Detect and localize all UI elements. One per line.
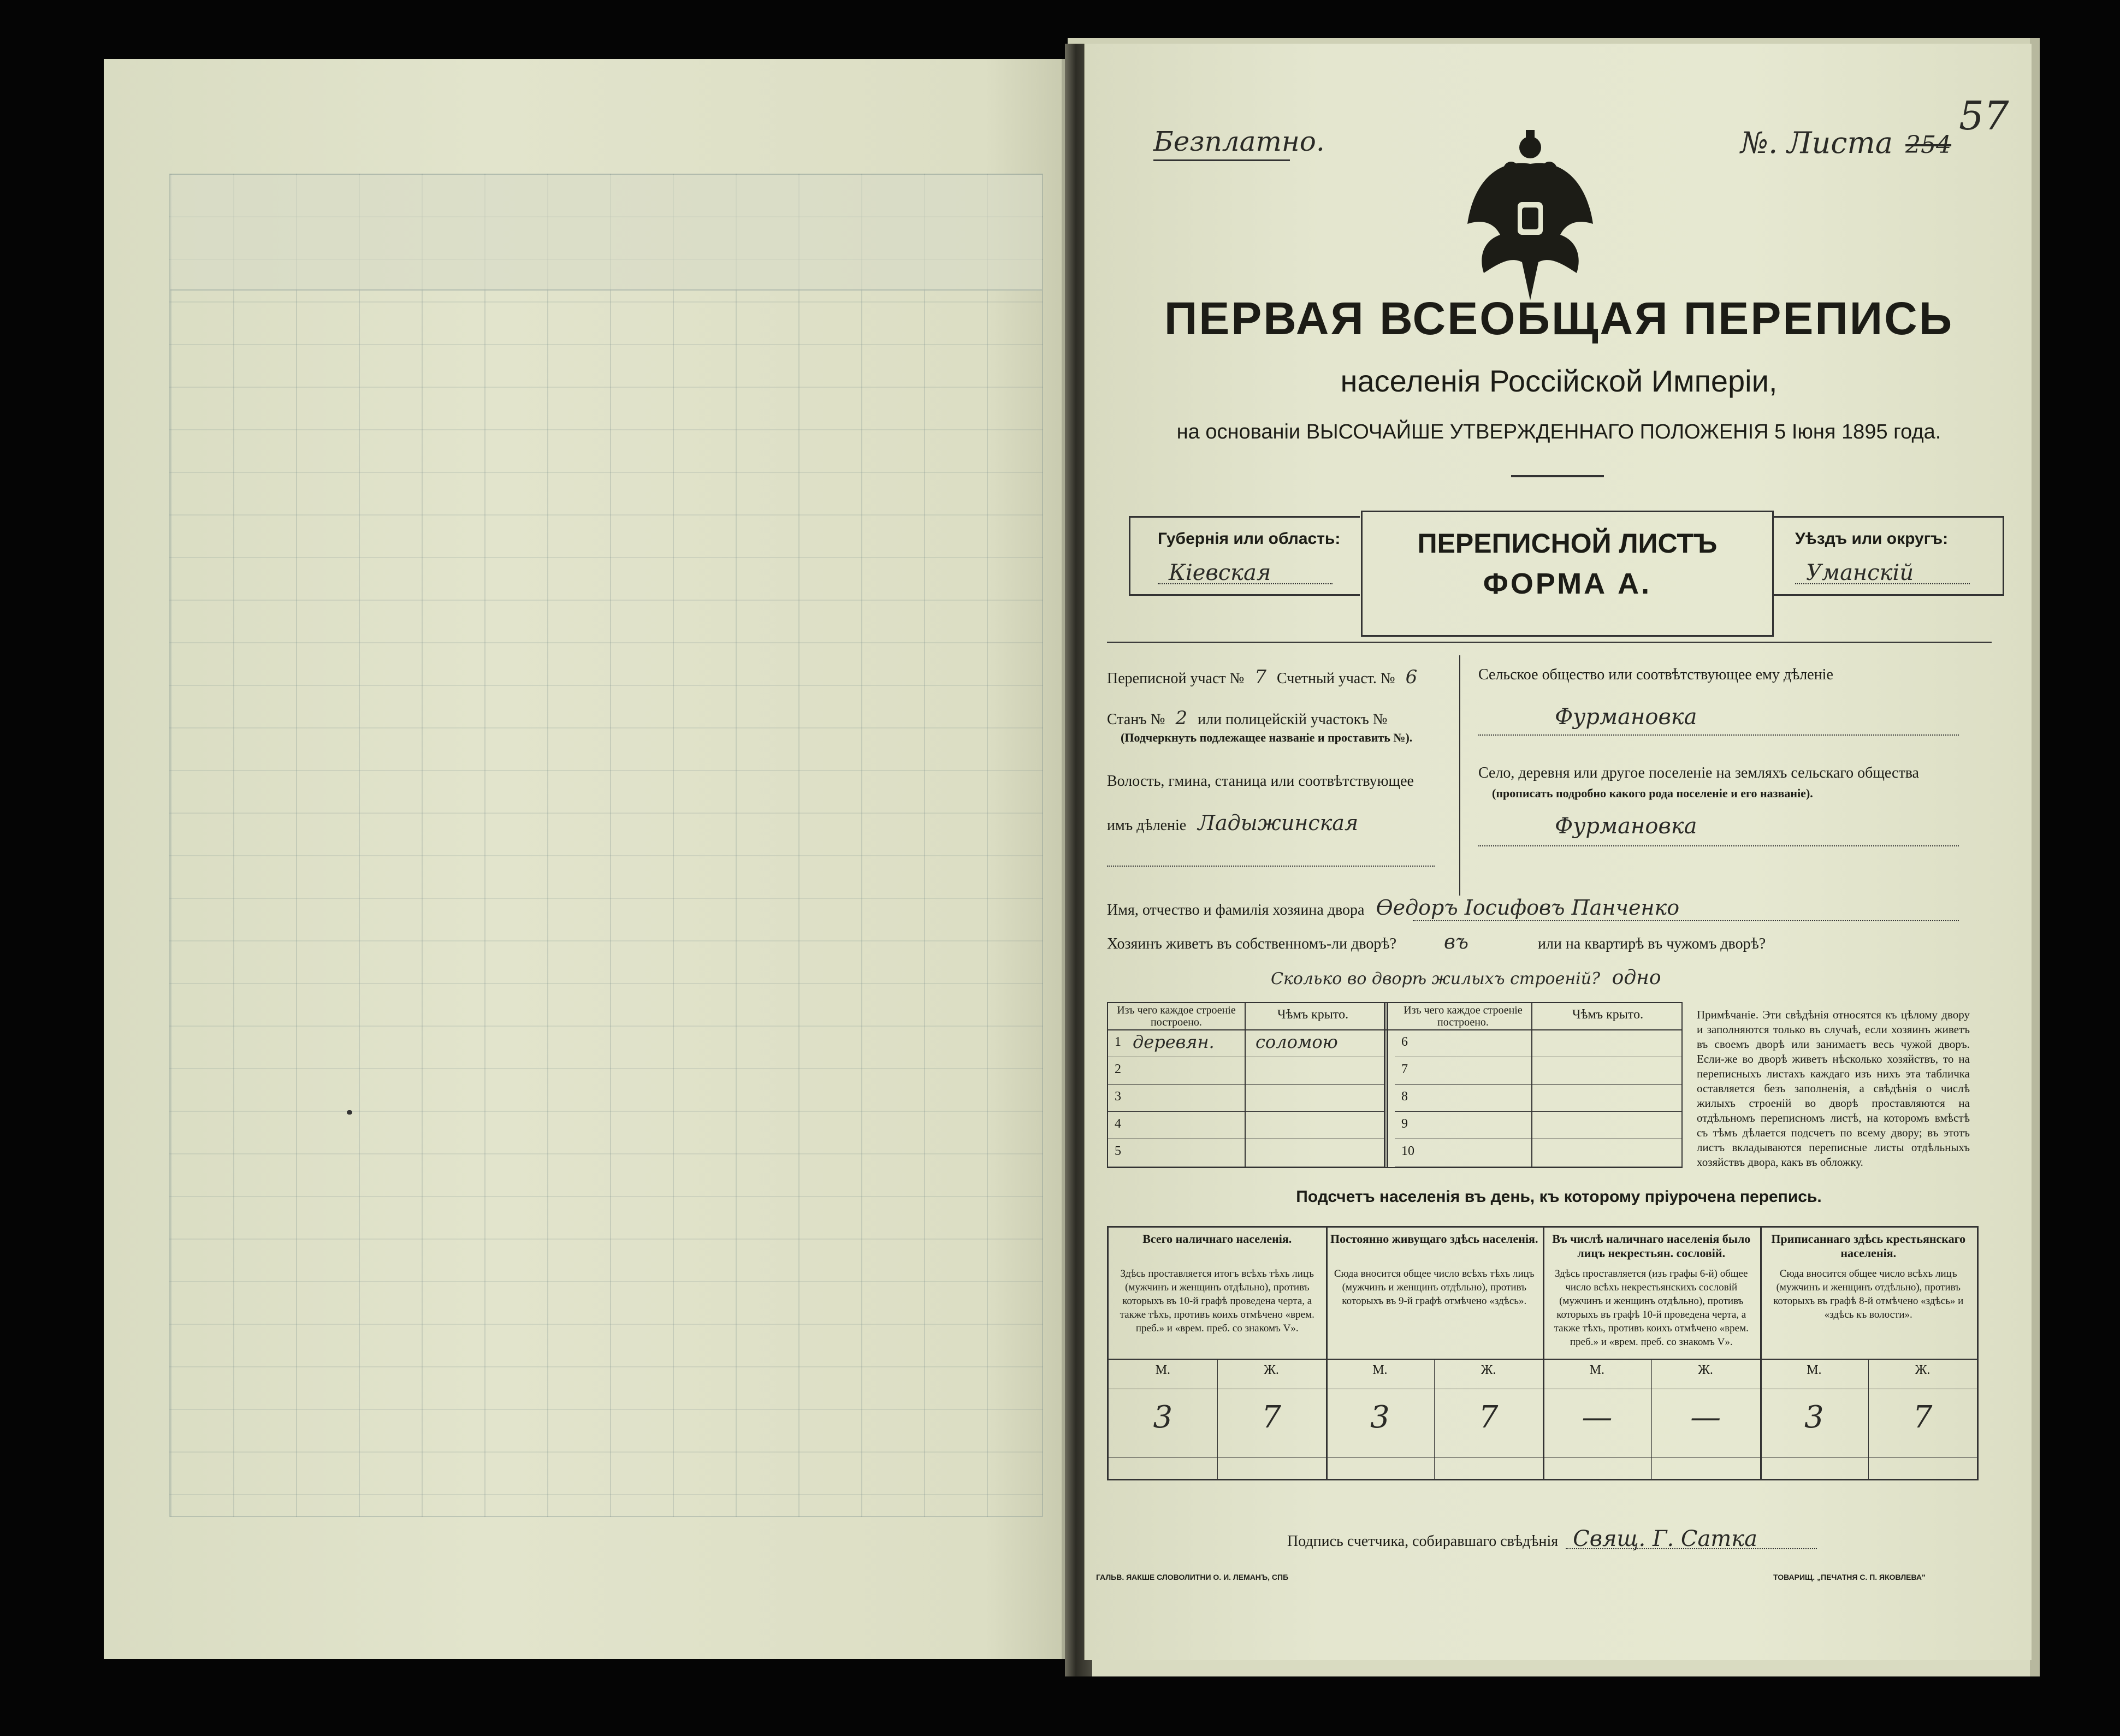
buildings-row-rule: [1108, 1111, 1384, 1112]
male-count: 3: [1153, 1400, 1173, 1435]
sheet-title: ПЕРЕПИСНОЙ ЛИСТЪ: [1417, 528, 1718, 559]
owner-line: [1413, 920, 1959, 921]
buildings-value: одно: [1612, 967, 1661, 989]
volost-label-2: имъ дѣленіе: [1107, 817, 1187, 834]
buildings-row-roof: соломою: [1256, 1032, 1338, 1052]
buildings-row-number: 1: [1115, 1035, 1121, 1049]
male-count: 3: [1370, 1400, 1390, 1435]
male-count: 3: [1804, 1400, 1824, 1435]
male-label: М.: [1589, 1363, 1605, 1377]
buildings-row-number: 10: [1401, 1144, 1414, 1158]
buildings-center-sep: [1384, 1003, 1388, 1167]
population-col-sep: [1760, 1228, 1762, 1479]
buildings-row-number: 9: [1401, 1117, 1408, 1131]
buildings-row-number: 6: [1401, 1035, 1408, 1049]
buildings-row-rule: [1108, 1084, 1384, 1085]
male-label: М.: [1372, 1363, 1388, 1377]
bleed-through-header: [170, 175, 1042, 291]
male-label: М.: [1155, 1363, 1171, 1377]
female-label: Ж.: [1915, 1363, 1930, 1377]
form-title-box: [1361, 511, 1774, 637]
census-title: ПЕРВАЯ ВСЕОБЩАЯ ПЕРЕПИСЬ: [1164, 293, 1954, 344]
female-count: —: [1690, 1400, 1721, 1435]
buildings-col-sep-2: [1531, 1003, 1532, 1167]
buildings-table: [1107, 1002, 1683, 1168]
buildings-header-rule: [1108, 1029, 1681, 1030]
district-box: [1773, 516, 2004, 596]
fields-divider: [1459, 655, 1460, 896]
population-col-sep: [1326, 1228, 1328, 1479]
volost-label-1: Волость, гмина, станица или соотвѣтствующее: [1107, 773, 1414, 790]
census-form-page: [1084, 44, 2032, 1660]
counting-district-label: Счетный участ. №: [1276, 670, 1395, 687]
left-page: [104, 59, 1065, 1659]
form-label: ФОРМА А.: [1483, 567, 1652, 600]
imperial-eagle-emblem: [1462, 126, 1598, 306]
female-label: Ж.: [1264, 1363, 1279, 1377]
free-label: Безплатно.: [1153, 126, 1325, 157]
buildings-row-number: 3: [1115, 1089, 1121, 1104]
population-mf-sep: [1434, 1359, 1435, 1479]
population-mf-sep: [1868, 1359, 1869, 1479]
female-label: Ж.: [1698, 1363, 1713, 1377]
counting-district-value: 6: [1405, 666, 1418, 688]
owner-value: Ѳедоръ Іосифовъ Панченко: [1376, 896, 1680, 920]
province-underline: [1158, 583, 1333, 584]
settlement-label: Село, деревня или другое поселеніе на земляхъ сельскаго общества: [1478, 765, 1919, 781]
census-district-value: 7: [1254, 666, 1266, 688]
population-col-desc: Сюда вносится общее число всѣхъ тѣхъ лицъ (мужчинъ и женщинъ отдѣльно), противъ которыхъ въ 9-й графѣ отмѣчено «здѣсь».: [1334, 1268, 1535, 1307]
buildings-col-sep-1: [1245, 1003, 1246, 1167]
census-district-label: Переписной участ №: [1107, 670, 1245, 687]
signature-line: [1566, 1548, 1817, 1549]
population-col-title: Въ числѣ наличнаго населенія было лицъ некрестьян. сословій.: [1552, 1232, 1751, 1260]
buildings-field: [1271, 967, 1661, 989]
sheet-number-label: [1740, 126, 1951, 160]
male-count: —: [1582, 1400, 1613, 1435]
stan-value: 2: [1175, 707, 1188, 729]
population-mf-sep: [1651, 1359, 1652, 1479]
ink-speck: [347, 1110, 352, 1115]
printer-left: ГАЛЬВ. ЯАКШЕ СЛОВОЛИТНИ О. И. ЛЕМАНЪ, СПБ: [1096, 1573, 1289, 1581]
population-col-sep: [1543, 1228, 1544, 1479]
population-col-desc: Здѣсь проставляется итогъ всѣхъ тѣхъ лицъ (мужчинъ и женщинъ отдѣльно), противъ которыхъ въ 10-й графѣ проведена черта, а также тѣхъ, противъ коихъ отмѣчено «врем. преб.» и «врем. преб. со знакомъ V».: [1120, 1268, 1314, 1334]
population-mf-sep: [1217, 1359, 1218, 1479]
buildings-row-built: деревян.: [1133, 1032, 1215, 1052]
district-underline: [1795, 583, 1970, 584]
signature-value: Свящ. Г. Сатка: [1573, 1526, 1758, 1551]
buildings-col-built-right: Изъ чего каждое строеніе построено.: [1404, 1004, 1523, 1028]
volost-extra-line: [1107, 866, 1435, 867]
village-society-line: [1478, 734, 1959, 736]
male-label: М.: [1807, 1363, 1822, 1377]
volost-value: Ладыжинская: [1198, 811, 1359, 835]
population-col-title: Постоянно живущаго здѣсь населенія.: [1330, 1232, 1538, 1246]
settlement-value: Фурмановка: [1555, 814, 1697, 839]
province-value: Кіевская: [1169, 560, 1271, 585]
bleed-through-table: [169, 174, 1043, 1517]
buildings-label: Сколько во дворѣ жилыхъ строеній?: [1271, 969, 1601, 988]
police-label: или полицейскій участокъ №: [1198, 711, 1388, 728]
census-subtitle: населенія Россійской Имперіи,: [1340, 364, 1778, 398]
signature-label: Подпись счетчика, собиравшаго свѣдѣнія: [1287, 1533, 1559, 1550]
settlement-line: [1478, 845, 1959, 846]
stan-label: Станъ №: [1107, 711, 1165, 728]
printer-right: ТОВАРИЩ. „ПЕЧАТНЯ С. П. ЯКОВЛЕВА": [1773, 1573, 1926, 1581]
female-count: 7: [1912, 1400, 1933, 1435]
population-col-desc: Здѣсь проставляется (изъ графы 6-й) общее число всѣхъ некрестьянскихъ сословій (мужчинъ и женщинъ отдѣльно), противъ которыхъ въ графѣ 10-й проведена черта, а также тѣхъ, противъ коихъ отмѣчено «врем. преб.» и «врем. преб. со знакомъ V».: [1554, 1268, 1749, 1348]
form-header-box: [1129, 511, 2003, 636]
buildings-col-built-left: Изъ чего каждое строеніе построено.: [1117, 1004, 1236, 1028]
census-district-field: [1107, 666, 1417, 688]
stan-field: [1107, 707, 1387, 729]
rented-label: или на квартирѣ въ чужомъ дворѣ?: [1537, 935, 1766, 952]
province-label: Губернія или область:: [1158, 530, 1341, 548]
female-label: Ж.: [1481, 1363, 1496, 1377]
census-basis: на основаніи ВЫСОЧАЙШЕ УТВЕРЖДЕННАГО ПОЛОЖЕНІЯ 5 Іюня 1895 года.: [1176, 420, 1941, 443]
population-col-title: Приписаннаго здѣсь крестьянскаго населенія.: [1771, 1232, 1966, 1260]
sheet-number-value: 254: [1905, 131, 1952, 159]
title-divider: [1511, 475, 1604, 477]
buildings-row-rule: [1395, 1084, 1681, 1085]
village-society-label: Сельское общество или соотвѣтствующее ему дѣленіе: [1478, 666, 1833, 683]
population-heading: Подсчетъ населенія въ день, къ которому пріурочена перепись.: [1296, 1188, 1822, 1206]
population-table: [1107, 1226, 1979, 1480]
village-society-value: Фурмановка: [1555, 704, 1697, 730]
buildings-note: Примѣчаніе. Эти свѣдѣнія относятся къ цѣлому двору и заполняются только въ случаѣ, если хозяинъ живетъ въ своемъ дворѣ или занимаетъ весь чужой дворъ. Если-же во дворѣ живетъ нѣсколько хозяйствъ, то на переписныхъ листахъ каждаго изъ нихъ эта табличка оставляется безъ заполненія, а свѣдѣнія о числѣ жилыхъ строеній во дворѣ проставляются на отдѣльномъ переписномъ листѣ, на которомъ вмѣстѣ съ тѣмъ дѣлается подсчетъ по всему двору; въ этотъ листъ вкладываются переписные листы отдѣльныхъ хозяйствъ двора, какъ въ обложку.: [1697, 1008, 1970, 1169]
buildings-row-number: 7: [1401, 1062, 1408, 1076]
settlement-note: (прописать подробно какого рода поселеніе и его названіе).: [1492, 786, 1813, 800]
female-count: 7: [1262, 1400, 1281, 1435]
female-count: 7: [1478, 1400, 1499, 1435]
owner-label: Имя, отчество и фамилія хозяина двора: [1107, 902, 1365, 919]
owner-field: [1107, 896, 1679, 920]
buildings-col-roof-right: Чѣмъ крыто.: [1572, 1008, 1644, 1022]
sheet-number-caption: №. Листа: [1740, 126, 1893, 160]
buildings-row-rule: [1395, 1111, 1681, 1112]
buildings-row-number: 2: [1115, 1062, 1121, 1076]
buildings-col-roof-left: Чѣмъ крыто.: [1277, 1008, 1349, 1022]
own-yard-label: Хозяинъ живетъ въ собственномъ-ли дворѣ?: [1107, 935, 1397, 952]
free-label-underline: [1153, 159, 1290, 161]
district-label: Уѣздъ или округъ:: [1795, 530, 1949, 548]
population-row-rule: [1109, 1359, 1977, 1360]
population-col-desc: Сюда вносится общее число всѣхъ лицъ (мужчинъ и женщинъ отдѣльно), противъ которыхъ въ графѣ 8-й отмѣчено «здѣсь» и «здѣсь къ волости».: [1773, 1268, 1964, 1320]
yard-field: [1107, 931, 1766, 953]
population-col-title: Всего наличнаго населенія.: [1142, 1232, 1292, 1246]
buildings-row-number: 8: [1401, 1089, 1408, 1104]
buildings-row-number: 5: [1115, 1144, 1121, 1158]
buildings-row-number: 4: [1115, 1117, 1121, 1131]
province-box: [1129, 516, 1360, 596]
district-value: Уманскій: [1806, 560, 1914, 585]
own-yard-value: въ: [1444, 931, 1468, 953]
police-note: (Подчеркнуть подлежащее названіе и проставить №).: [1121, 731, 1413, 744]
corner-page-number: 57: [1959, 93, 2009, 139]
volost-field: [1107, 811, 1358, 835]
